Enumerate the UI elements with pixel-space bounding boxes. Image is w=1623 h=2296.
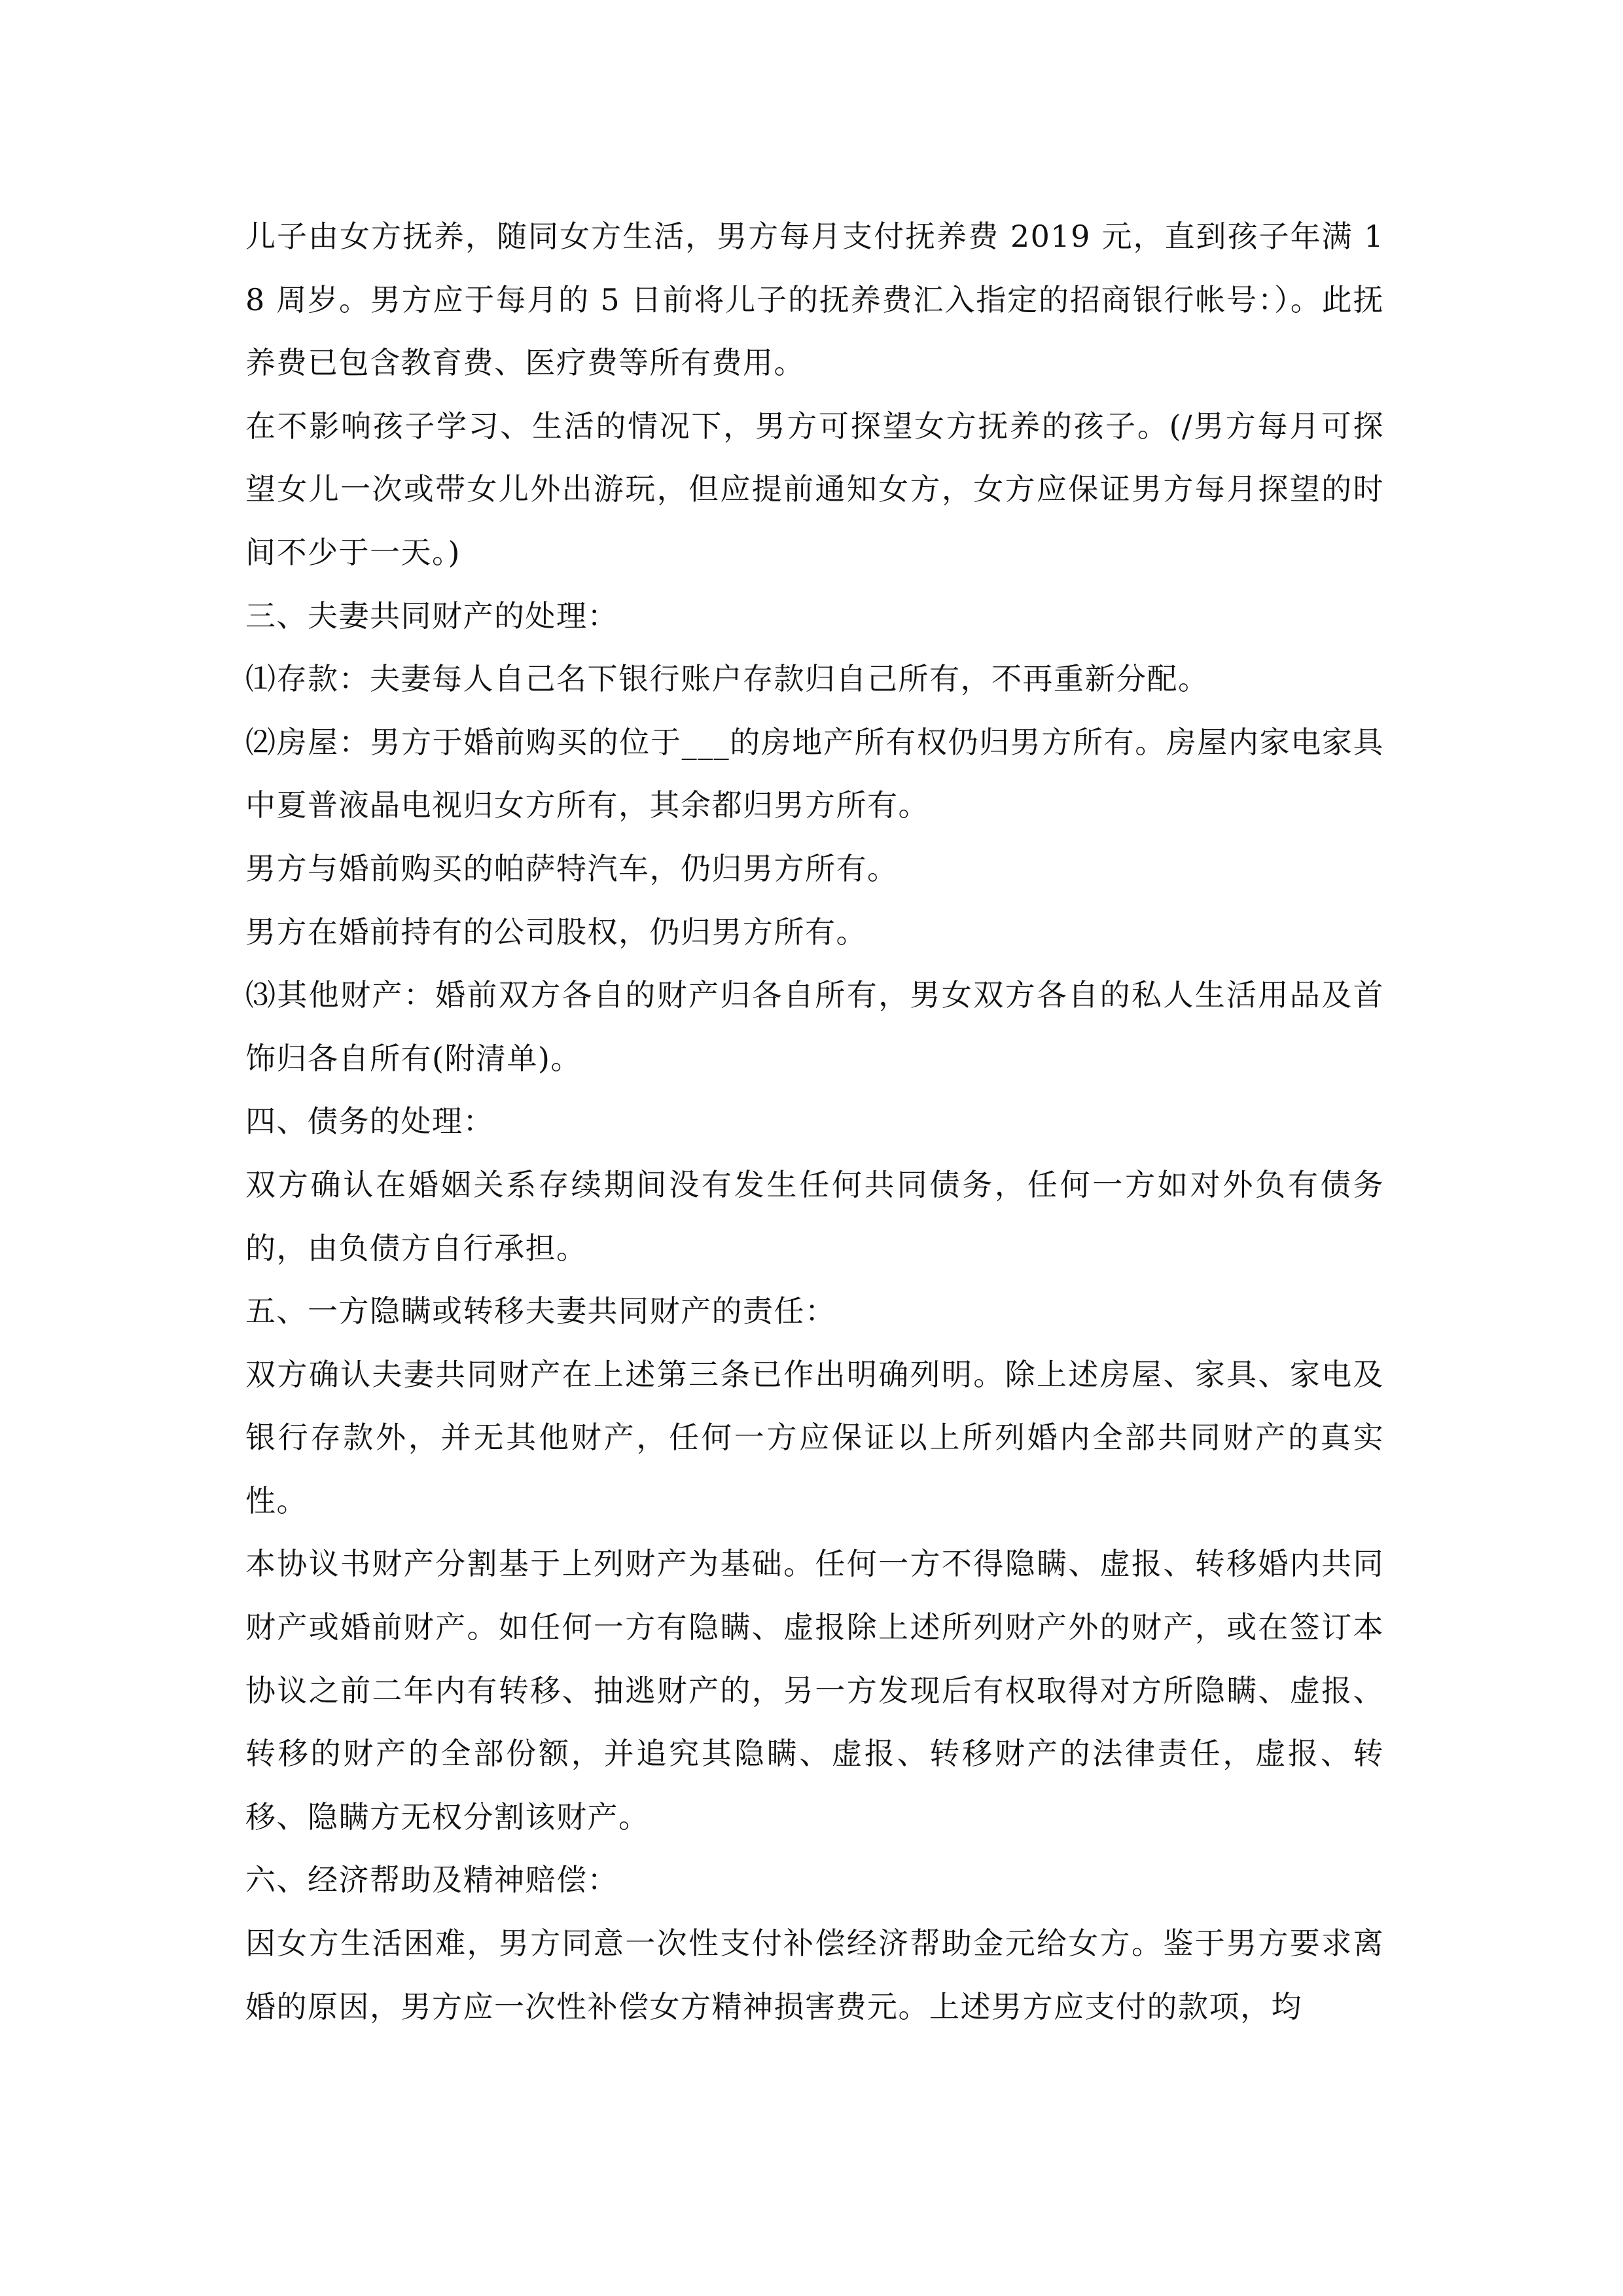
heading-concealment-liability: 五、一方隐瞒或转移夫妻共同财产的责任： (245, 1293, 836, 1329)
paragraph-financial-aid: 因女方生活困难，男方同意一次性支付补偿经济帮助金元给女方。鉴于男方要求离婚的原因，男方应一次性补偿女方精神损害费元。上述男方应支付的款项，均 (245, 1926, 1384, 2024)
document-body (245, 205, 1384, 2038)
paragraph-visitation: 在不影响孩子学习、生活的情况下，男方可探望女方抚养的孩子。(/男方每月可探望女儿一次或带女儿外出游玩，但应提前通知女方，女方应保证男方每月探望的时间不少于一天。) (245, 408, 1384, 570)
paragraph-debts: 双方确认在婚姻关系存续期间没有发生任何共同债务，任何一方如对外负有债务的，由负债方自行承担。 (245, 1166, 1384, 1266)
paragraph-concealment-terms: 本协议书财产分割基于上列财产为基础。任何一方不得隐瞒、虚报、转移婚内共同财产或婚前财产。如任何一方有隐瞒、虚报除上述所列财产外的财产，或在签订本协议之前二年内有转移、抽逃财产的，另一方发现后有权取得对方所隐瞒、虚报、转移的财产的全部份额，并追究其隐瞒、虚报、转移财产的法律责任，虚报、转移、隐瞒方无权分割该财产。 (245, 1546, 1384, 1835)
paragraph-car: 男方与婚前购买的帕萨特汽车，仍归男方所有。 (245, 850, 899, 886)
paragraph-other-property: ⑶其他财产：婚前双方各自的财产归各自所有，男女双方各自的私人生活用品及首饰归各自所有(附清单)。 (245, 977, 1384, 1076)
paragraph-house: ⑵房屋：男方于婚前购买的位于___的房地产所有权仍归男方所有。房屋内家电家具中夏普液晶电视归女方所有，其余都归男方所有。 (245, 724, 1384, 823)
paragraph-equity: 男方在婚前持有的公司股权，仍归男方所有。 (245, 914, 867, 950)
paragraph-property-confirmation: 双方确认夫妻共同财产在上述第三条已作出明确列明。除上述房屋、家具、家电及银行存款外，并无其他财产，任何一方应保证以上所列婚内全部共同财产的真实性。 (245, 1356, 1384, 1518)
heading-joint-property: 三、夫妻共同财产的处理： (245, 598, 618, 634)
paragraph-child-custody: 儿子由女方抚养，随同女方生活，男方每月支付抚养费 2019 元，直到孩子年满 18 周岁。男方应于每月的 5 日前将儿子的抚养费汇入指定的招商银行帐号：）。此抚养费已包含教育费、医疗费等所有费用。 (245, 219, 1384, 381)
paragraph-deposits: ⑴存款：夫妻每人自己名下银行账户存款归自己所有，不再重新分配。 (245, 661, 1209, 697)
heading-financial-aid: 六、经济帮助及精神赔偿： (245, 1862, 618, 1898)
heading-debts: 四、债务的处理： (245, 1103, 494, 1139)
